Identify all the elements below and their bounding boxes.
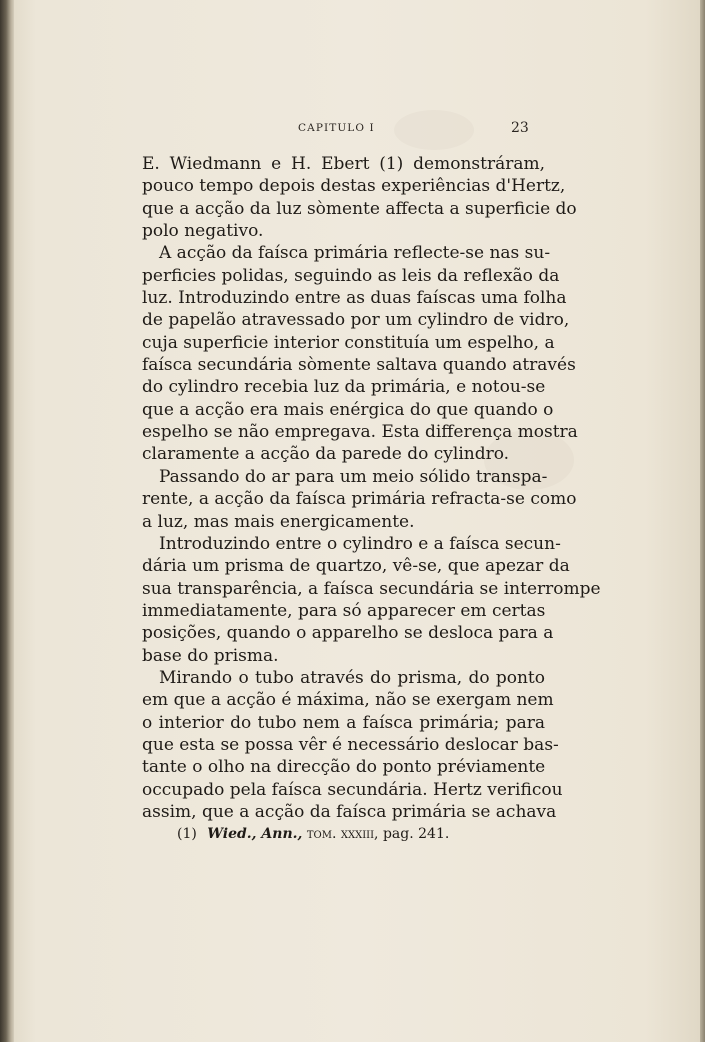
text-line: rente, a acção da faísca primária refracta-se como: [142, 489, 577, 510]
text-line: pouco tempo depois destas experiências d'Hertz,: [142, 176, 566, 197]
text-line: que a acção da luz sòmente affecta a superficie do: [142, 198, 577, 219]
body-text: [142, 153, 601, 823]
chapter-title: CAPITULO I: [298, 122, 375, 134]
text-line: immediatamente, para só apparecer em certas: [142, 600, 546, 621]
text-line: A acção da faísca primária reflecte-se nas su-: [159, 243, 551, 264]
text-line: Introduzindo entre o cylindro e a faísca secun-: [159, 533, 561, 554]
text-line: faísca secundária sòmente saltava quando através: [142, 355, 576, 376]
text-line: do cylindro recebia luz da primária, e notou-se: [142, 377, 546, 398]
text-line: Mirando o tubo através do prisma, do ponto: [159, 667, 545, 688]
text-line: perficies polidas, seguindo as leis da reflexão da: [142, 265, 560, 286]
text-line: luz. Introduzindo entre as duas faíscas uma folha: [142, 288, 567, 309]
footnote-marker: (1): [177, 826, 197, 842]
text-line: de papelão atravessado por um cylindro de vidro,: [142, 310, 570, 331]
running-head: [14, 122, 700, 142]
text-line: claramente a acção da parede do cylindro.: [142, 444, 510, 465]
footnote: [177, 826, 449, 842]
text-line: sua transparência, a faísca secundária se interrompe: [142, 578, 601, 599]
text-line: que esta se possa vêr é necessário deslocar bas-: [142, 734, 559, 755]
footnote-page: pag. 241.: [382, 826, 450, 842]
text-line: o interior do tubo nem a faísca primária; para: [142, 712, 545, 733]
text-line: E. Wiedmann e H. Ebert (1) demonstráram,: [142, 154, 545, 174]
text-line: em que a acção é máxima, não se exergam nem: [142, 690, 554, 711]
text-line: Passando do ar para um meio sólido transpa-: [159, 466, 548, 487]
footnote-journal: Wied., Ann.,: [207, 826, 303, 842]
page-number: 23: [511, 120, 529, 136]
text-line: dária um prisma de quartzo, vê-se, que apezar da: [142, 556, 570, 577]
book-page: [14, 0, 700, 1042]
text-line: assim, que a acção da faísca primária se achava: [142, 801, 557, 822]
text-line: posições, quando o apparelho se desloca para a: [142, 623, 554, 644]
text-line: espelho se não empregava. Esta differença mostra: [142, 422, 578, 443]
text-line: a luz, mas mais energicamente.: [142, 511, 415, 532]
text-line: que a acção era mais enérgica do que quando o: [142, 399, 554, 420]
footnote-volume: tom. xxxiii,: [306, 826, 379, 842]
text-line: occupado pela faísca secundária. Hertz verificou: [142, 779, 563, 800]
text-line: cuja superficie interior constituía um espelho, a: [142, 332, 555, 353]
text-line: base do prisma.: [142, 645, 279, 666]
text-line: polo negativo.: [142, 221, 264, 242]
text-line: tante o olho na direcção do ponto préviamente: [142, 757, 546, 778]
